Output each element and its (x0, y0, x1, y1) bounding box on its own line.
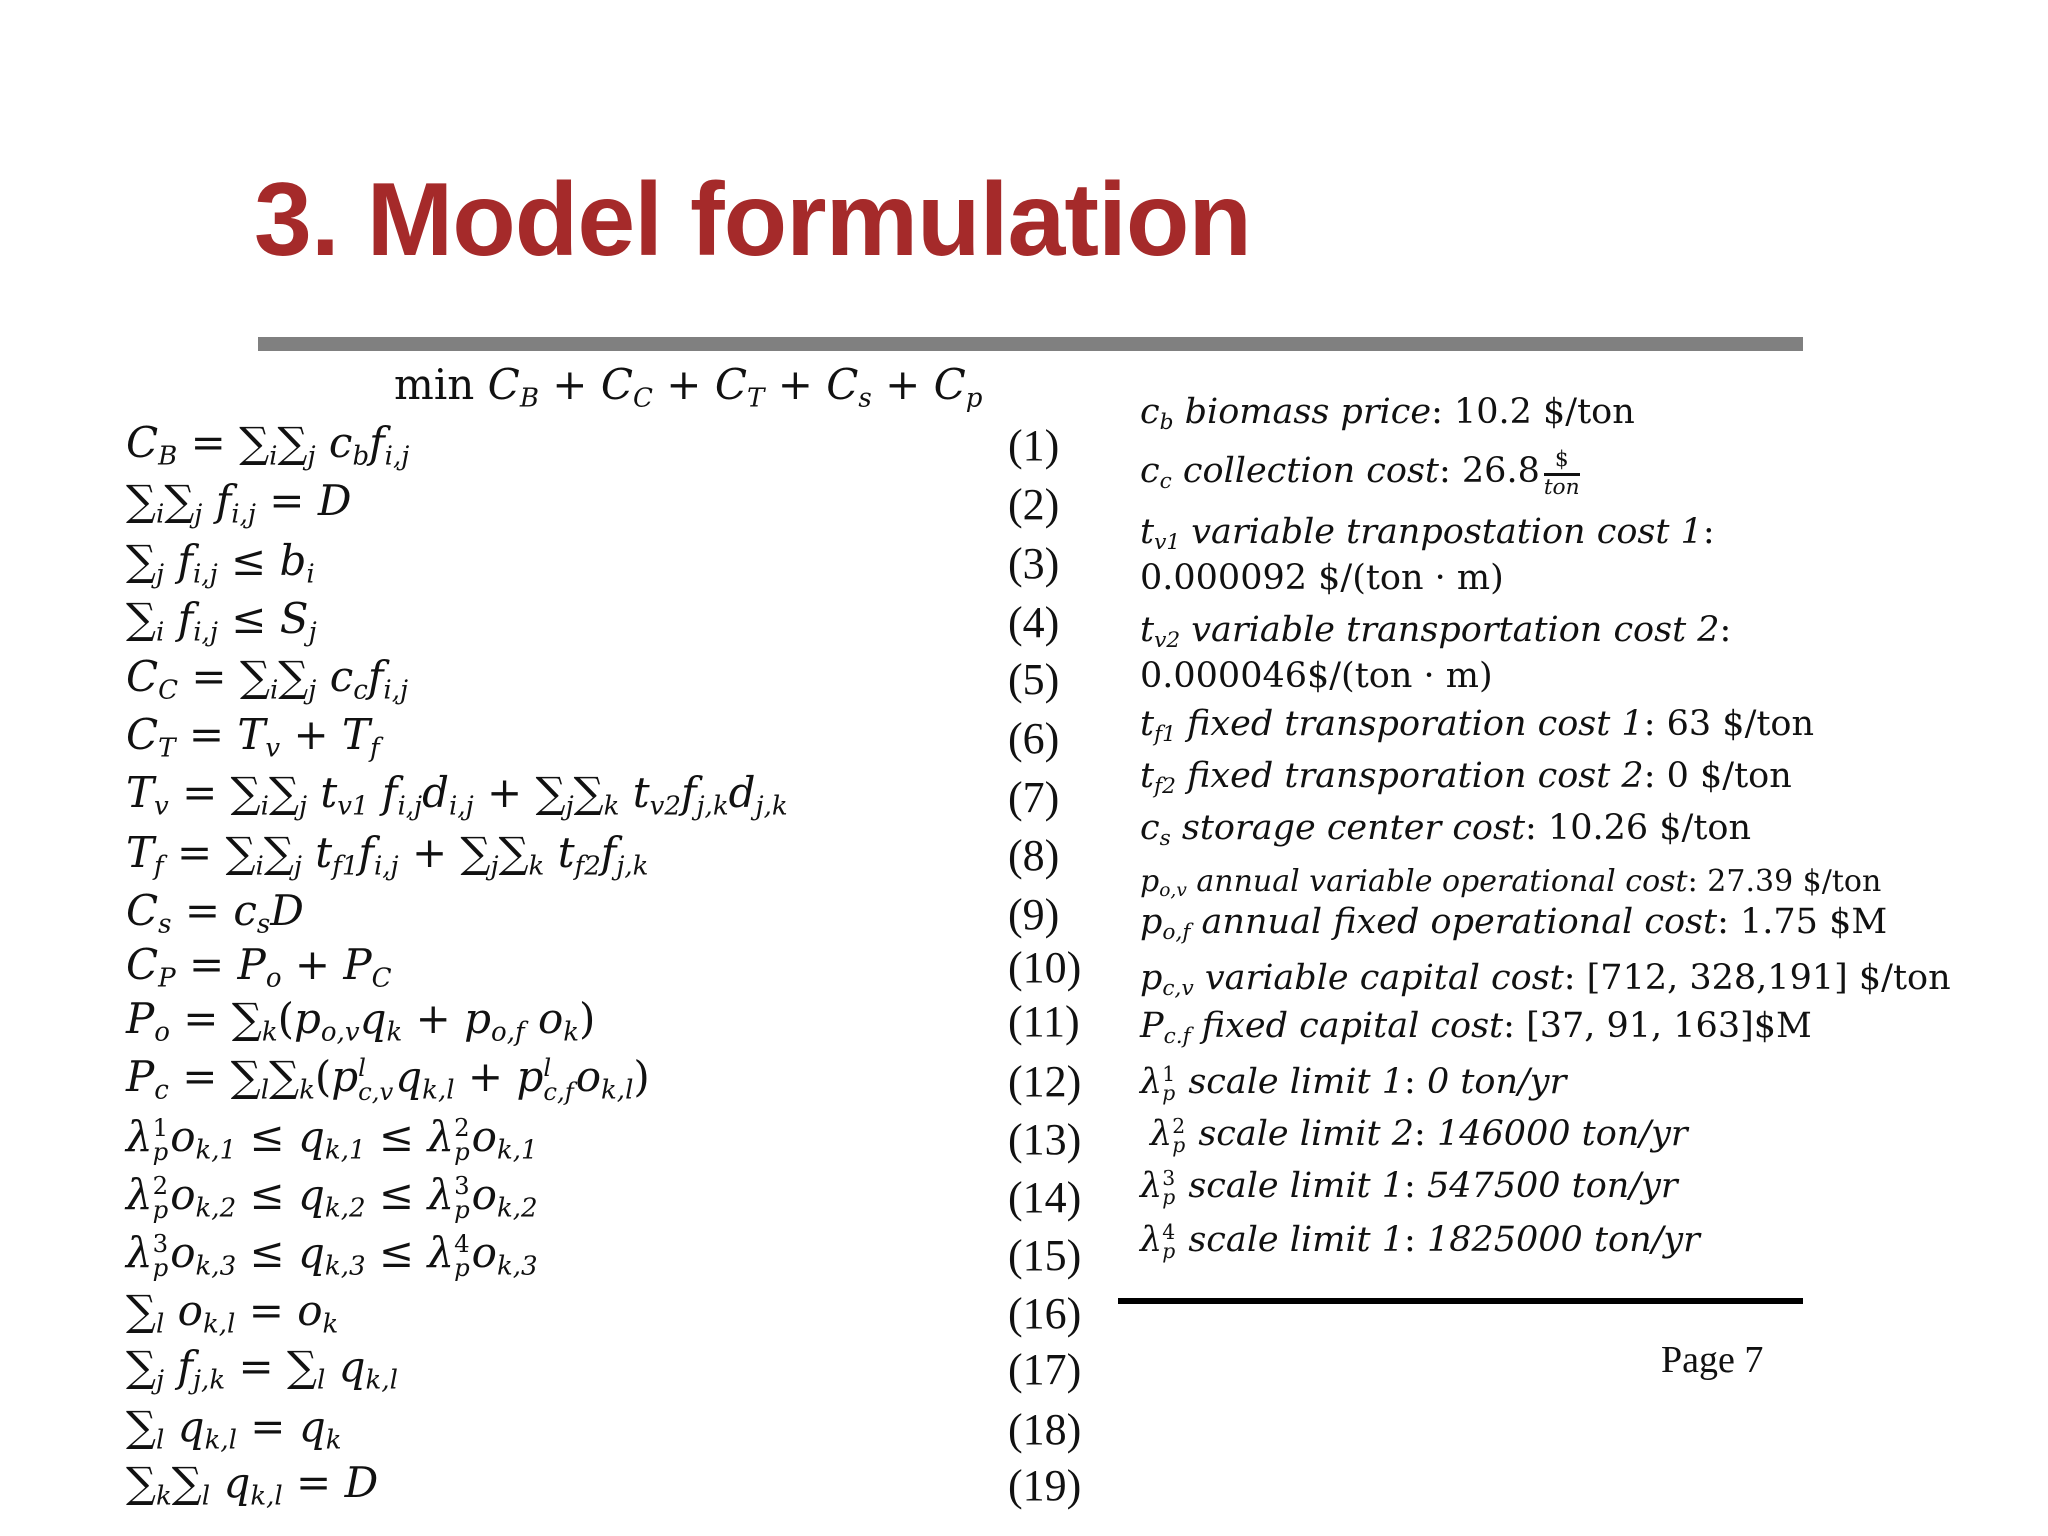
equation-number: (3) (1008, 539, 1060, 588)
param-variable-capital-cost: $p_{c,v}$ variable capital cost: [712, 328,191] $/ton (1140, 958, 1951, 1002)
footer-divider (1118, 1298, 1803, 1304)
equation-15: λ 3 p $o_{k,3} \le q_{k,3} \le \lambda$ 4 p $o_{k,3}$ (126, 1228, 538, 1282)
param-storage-center-cost: $c_s$ storage center cost: 10.26 $/ton (1140, 808, 1752, 852)
slide-title: 3. Model formulation (254, 162, 1251, 278)
equation-16: $\sum_l$ $o_{k,l} = o_k$ (126, 1286, 339, 1340)
equation-number: (17) (1008, 1345, 1082, 1394)
equation-8: $T_f = \sum_i\sum_j$ $t_{f1}f_{i,j} + \sum_j\sum_k$ $t_{f2}f_{j,k}$ (126, 828, 649, 882)
param-variable-transport-cost-2-value: 0.000046$/(ton · m) (1140, 656, 1493, 696)
param-annual-variable-operational-cost: $p_{o,v}$ annual variable operational cost: 27.39 $/ton (1140, 864, 1882, 902)
param-fixed-transport-cost-2: $t_{f2}$ fixed transporation cost 2: 0 $/ton (1140, 756, 1792, 800)
param-scale-limit-4: λ 4 p scale limit 1: 1825000 ton/yr (1140, 1219, 1700, 1264)
equation-1: $C_B = \sum_i\sum_j$ $c_bf_{i,j}$ (126, 418, 410, 472)
equation-14: λ 2 p $o_{k,2} \le q_{k,2} \le \lambda$ 3 p $o_{k,2}$ (126, 1170, 538, 1224)
equation-7: $T_v = \sum_i\sum_j$ $t_{v1}$ $f_{i,j}d_{i,j} + \sum_j\sum_k$ $t_{v2}f_{j,k}d_{j,k}$ (126, 768, 788, 822)
equation-18: $\sum_l$ $q_{k,l} = q_k$ (126, 1402, 342, 1456)
equation-4: $\sum_i$ $f_{i,j} \le S_j$ (126, 594, 317, 648)
equation-number: (10) (1008, 943, 1082, 992)
equation-9: $C_s = c_sD$ (126, 886, 304, 940)
equation-number: (19) (1008, 1461, 1082, 1510)
param-variable-transport-cost-2: $t_{v2}$ variable transportation cost 2: (1140, 610, 1732, 654)
param-scale-limit-2: λ 2 p scale limit 2: 146000 ton/yr (1150, 1113, 1688, 1158)
equation-number: (6) (1008, 714, 1060, 763)
equation-10: $C_P = P_o + P_C$ (126, 940, 392, 994)
equation-number: (5) (1008, 655, 1060, 704)
equation-number: (7) (1008, 773, 1060, 822)
equation-number: (8) (1008, 831, 1060, 880)
equation-number: (11) (1008, 997, 1080, 1046)
param-fixed-transport-cost-1: $t_{f1}$ fixed transporation cost 1: 63 $/ton (1140, 704, 1815, 748)
equation-5: $C_C = \sum_i\sum_j$ $c_cf_{i,j}$ (126, 652, 409, 706)
equation-number: (2) (1008, 480, 1060, 529)
equation-number: (9) (1008, 890, 1060, 939)
param-collection-cost: $c_c$ collection cost: 26.8 $\frac{\$}{\text{ton}}$ (1140, 447, 1580, 500)
equation-12: $P_c = \sum_l\sum_k(p$ l c,v $q_{k,l} + p$ l c,f $o_{k,l}$) (126, 1052, 650, 1106)
equation-number: (1) (1008, 421, 1060, 470)
objective-function: $\min C_B + C_C + C_T + C_s + C_p$ (394, 360, 983, 414)
equation-number: (4) (1008, 598, 1060, 647)
param-variable-transport-cost-1-value: 0.000092 $/(ton · m) (1140, 558, 1504, 598)
equation-3: $\sum_j$ $f_{i,j} \le b_i$ (126, 536, 315, 590)
param-scale-limit-3: λ 3 p scale limit 1: 547500 ton/yr (1140, 1165, 1678, 1210)
equation-number: (18) (1008, 1405, 1082, 1454)
equation-19: $\sum_k\sum_l$ $q_{k,l} = D$ (126, 1458, 379, 1512)
title-divider (258, 337, 1803, 351)
equation-number: (14) (1008, 1173, 1082, 1222)
equation-13: λ 1 p $o_{k,1} \le q_{k,1} \le \lambda$ 2 p $o_{k,1}$ (126, 1112, 538, 1166)
param-variable-transport-cost-1: $t_{v1}$ variable tranpostation cost 1: (1140, 512, 1715, 556)
equation-17: $\sum_j$ $f_{j,k} = \sum_l$ $q_{k,l}$ (126, 1342, 398, 1396)
equation-number: (13) (1008, 1115, 1082, 1164)
equation-11: $P_o = \sum_k(p_{o,v}q_k + p_{o,f}$ $o_k$) (126, 994, 596, 1048)
equation-number: (15) (1008, 1231, 1082, 1280)
param-biomass-price: $c_b$ biomass price: 10.2 $/ton (1140, 392, 1635, 436)
equation-6: $C_T = T_v + T_f$ (126, 710, 380, 764)
equation-2: $\sum_i\sum_j$ $f_{i,j} = D$ (126, 476, 352, 530)
param-annual-fixed-operational-cost: $p_{o,f}$ annual fixed operational cost: 1.75 $M (1140, 902, 1888, 946)
equation-number: (16) (1008, 1289, 1082, 1338)
param-fixed-capital-cost: $P_{c.f}$ fixed capital cost: [37, 91, 163]$M (1140, 1006, 1812, 1050)
equation-number: (12) (1008, 1057, 1082, 1106)
param-scale-limit-1: λ 1 p scale limit 1: 0 ton/yr (1140, 1061, 1567, 1106)
page-number: Page 7 (1661, 1339, 1764, 1381)
